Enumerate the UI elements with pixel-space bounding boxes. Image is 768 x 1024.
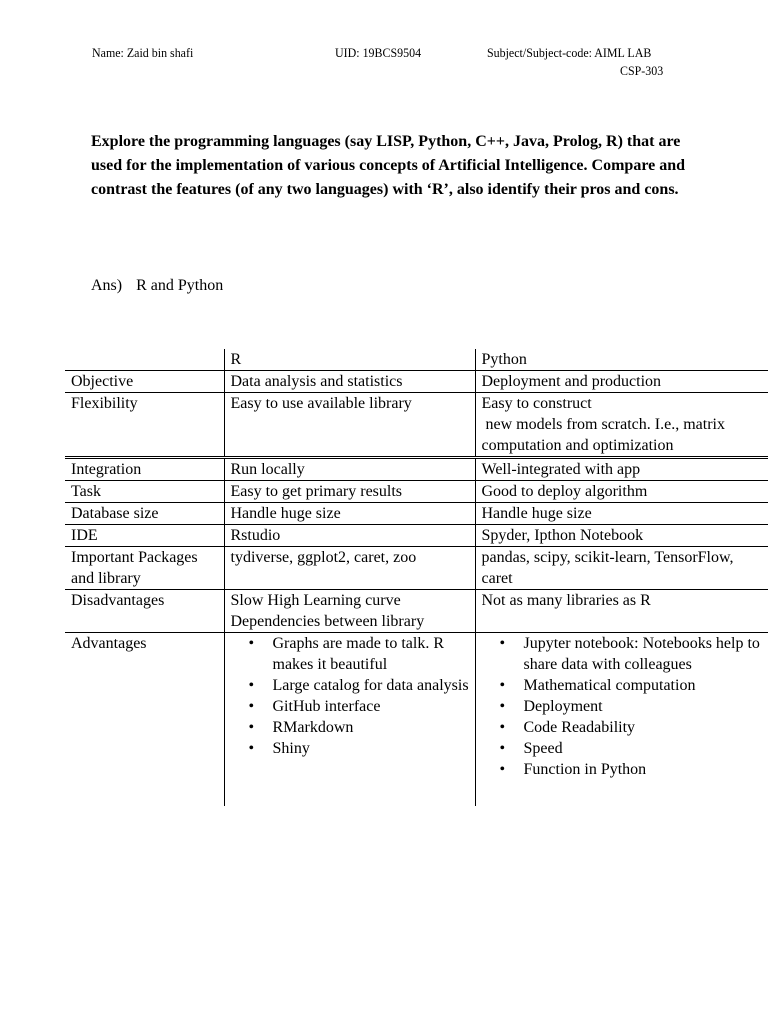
r-cell-line: Slow High Learning curve bbox=[230, 592, 401, 609]
table-row bbox=[65, 547, 768, 590]
python-cell: Spyder, Ipthon Notebook bbox=[475, 525, 768, 547]
r-cell: tydiverse, ggplot2, caret, zoo bbox=[224, 547, 475, 590]
r-cell: Rstudio bbox=[224, 525, 475, 547]
r-cell: Handle huge size bbox=[224, 503, 475, 525]
r-advantages-list bbox=[231, 633, 471, 759]
python-cell: Well-integrated with app bbox=[475, 458, 768, 481]
python-cell: pandas, scipy, scikit-learn, TensorFlow, caret bbox=[475, 547, 768, 590]
list-item: • Code Readability bbox=[524, 717, 765, 738]
table-row bbox=[65, 503, 768, 525]
r-cell: Easy to use available library bbox=[224, 393, 475, 458]
list-item: • Mathematical computation bbox=[524, 675, 765, 696]
header-cell-r: R bbox=[224, 349, 475, 371]
header-cell-empty bbox=[65, 349, 224, 371]
answer-text: R and Python bbox=[136, 277, 224, 294]
list-item: • RMarkdown bbox=[273, 717, 471, 738]
list-item: • Deployment bbox=[524, 696, 765, 717]
table-row bbox=[65, 371, 768, 393]
list-item: • Speed bbox=[524, 738, 765, 759]
r-cell bbox=[224, 633, 475, 807]
list-item: • GitHub interface bbox=[273, 696, 471, 717]
row-label: Objective bbox=[65, 371, 224, 393]
answer-line bbox=[91, 276, 223, 296]
comparison-table bbox=[65, 349, 768, 806]
python-cell-line: Easy to construct bbox=[481, 395, 592, 412]
r-cell: Data analysis and statistics bbox=[224, 371, 475, 393]
list-item: • Jupyter notebook: Notebooks help to share data with colleagues bbox=[524, 633, 765, 675]
student-uid: UID: 19BCS9504 bbox=[335, 45, 422, 60]
row-label: Database size bbox=[65, 503, 224, 525]
r-cell: Easy to get primary results bbox=[224, 481, 475, 503]
answer-label: Ans) bbox=[91, 277, 123, 294]
student-name: Name: Zaid bin shafi bbox=[92, 45, 194, 60]
table-row bbox=[65, 393, 768, 458]
r-cell-line: Dependencies between library bbox=[230, 613, 425, 630]
python-cell: Handle huge size bbox=[475, 503, 768, 525]
table-row bbox=[65, 590, 768, 633]
subject-label: Subject/Subject-code: AIML LAB bbox=[487, 45, 652, 60]
subject-code: CSP-303 bbox=[620, 63, 664, 78]
list-item: • Large catalog for data analysis bbox=[273, 675, 471, 696]
row-label: Integration bbox=[65, 458, 224, 481]
python-cell: Good to deploy algorithm bbox=[475, 481, 768, 503]
question-text: Explore the programming languages (say LISP, Python, C++, Java, Prolog, R) that are used for the implementation of various concepts of Artificial Intelligence. Compare and contrast the features (of any two languages) with ‘R’, also identify their pros and cons. bbox=[91, 133, 686, 198]
table-row bbox=[65, 633, 768, 807]
python-cell: Not as many libraries as R bbox=[475, 590, 768, 633]
row-label: Disadvantages bbox=[65, 590, 224, 633]
comparison-table-wrapper bbox=[65, 349, 768, 806]
row-label: Advantages bbox=[71, 635, 147, 652]
row-label: Task bbox=[65, 481, 224, 503]
python-cell bbox=[475, 633, 768, 807]
python-cell: Deployment and production bbox=[475, 371, 768, 393]
table-row bbox=[65, 525, 768, 547]
row-label: Flexibility bbox=[65, 393, 224, 458]
python-advantages-list bbox=[482, 633, 765, 780]
table-row bbox=[65, 458, 768, 481]
r-cell bbox=[224, 590, 475, 633]
list-item: • Function in Python bbox=[524, 759, 765, 780]
row-label: Important Packages and library bbox=[65, 547, 224, 590]
list-item: • Graphs are made to talk. R makes it beautiful bbox=[273, 633, 471, 675]
r-cell: Run locally bbox=[224, 458, 475, 481]
python-cell-line: new models from scratch. I.e., matrix computation and optimization bbox=[481, 416, 729, 454]
list-item: • Shiny bbox=[273, 738, 471, 759]
python-cell bbox=[475, 393, 768, 458]
table-row bbox=[65, 481, 768, 503]
row-label: IDE bbox=[65, 525, 224, 547]
header-cell-python: Python bbox=[475, 349, 768, 371]
table-header-row bbox=[65, 349, 768, 371]
